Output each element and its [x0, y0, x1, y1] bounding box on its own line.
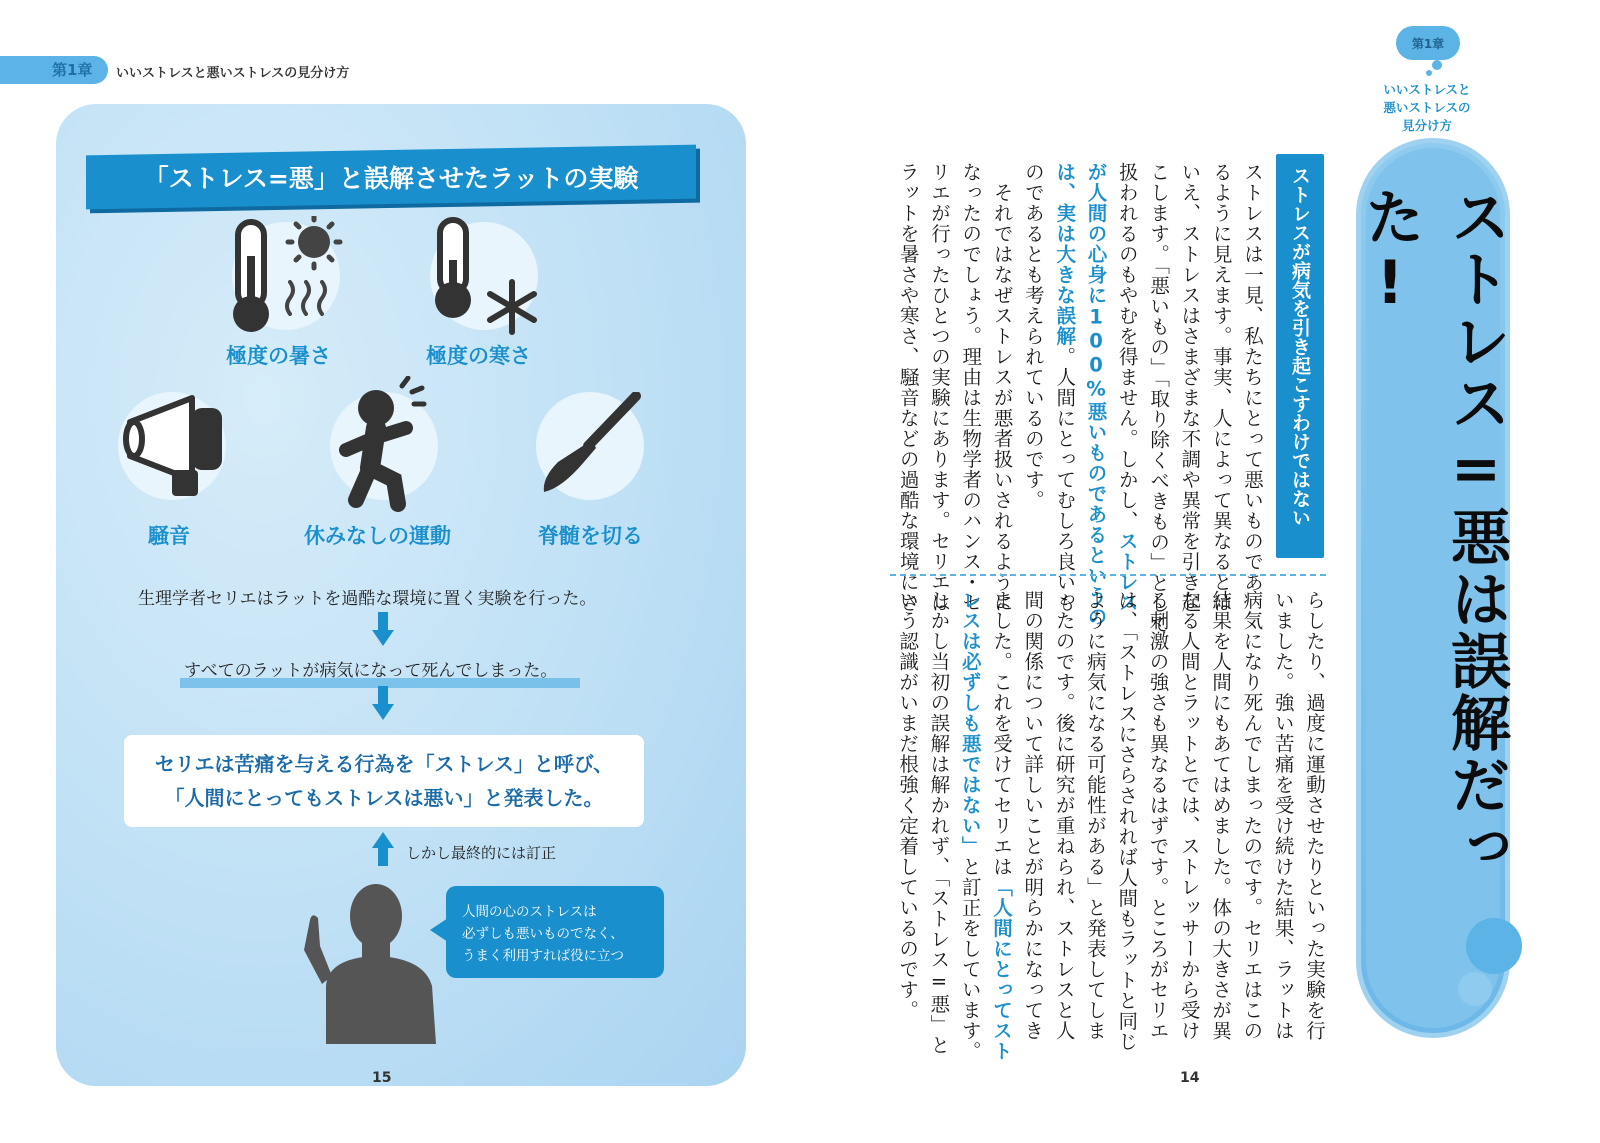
decoration-circle: [1458, 972, 1492, 1006]
chapter-tab-label: 第1章: [52, 61, 93, 79]
body-text: 。人間にとってむしろ良いも: [1053, 346, 1077, 613]
speech-line-1: 人間の心のストレスは: [462, 904, 597, 920]
text-column: [1204, 590, 1236, 1041]
text-column: [923, 162, 955, 613]
highlighted-text: が人間の心身に100%悪いものであるというの: [1084, 162, 1108, 627]
text-column: [954, 162, 986, 613]
bubble-dot: [1432, 60, 1442, 70]
arrow-down-icon: [372, 686, 394, 722]
condition-label-spinal: 脊髄を切る: [538, 524, 643, 548]
text-column: [922, 590, 954, 1055]
running-figure-icon: [336, 376, 444, 512]
text-column: [1079, 590, 1111, 1041]
body-text: 間の関係について詳しいことが明らかになってき: [1021, 590, 1045, 1041]
body-text: しかし当初の誤解は解かれず、「ストレス=悪」と: [927, 590, 951, 1056]
condition-label-exercise: 休みなしの運動: [304, 524, 451, 548]
body-text: いました。強い苦痛を受け続けた結果、ラットは: [1271, 590, 1295, 1041]
text-column: [1235, 590, 1267, 1041]
megaphone-icon: [120, 392, 232, 500]
scalpel-icon: [536, 392, 648, 500]
body-text: は、「ストレスにさらされれば人間もラットと同じ: [1115, 590, 1139, 1052]
body-text: こします。「悪いもの」「取り除くべきもの」として: [1147, 162, 1171, 635]
highlighted-text: レスは必ずしも悪ではない」: [958, 590, 982, 857]
text-column: [1110, 590, 1142, 1052]
body-text: のであるとも考えられているのです。: [1021, 162, 1045, 511]
bubble-dot: [1426, 70, 1432, 76]
subheading: ストレスが病気を引き起こすわけではない: [1289, 166, 1311, 527]
highlighted-text: は、実は大きな誤解: [1053, 162, 1077, 347]
body-text: ました。これを受けてセリエは: [990, 590, 1013, 877]
text-column: [1173, 162, 1205, 613]
body-text: 結果を人間にもあてはめました。体の大きさが異: [1209, 590, 1233, 1041]
text-column: [954, 590, 986, 1062]
text-column: [1016, 590, 1048, 1041]
page-number-right: 14: [1180, 1070, 1200, 1086]
body-text: いう認識がいまだ根強く定着しているのです。: [896, 590, 920, 1021]
body-text: ラットを暑さや寒さ、騒音などの過酷な環境にさ: [896, 162, 920, 613]
text-column: [891, 590, 923, 1021]
text-column: [1048, 162, 1080, 613]
speech-line-2: 必ずしも悪いものでなく、: [462, 926, 624, 942]
body-text: 扱われるのもやむを得ません。しかし、: [1115, 162, 1139, 531]
body-text: ったのです。後に研究が重ねられ、ストレスと人: [1052, 590, 1076, 1041]
body-text: ように病気になる可能性がある」と発表してしま: [1083, 590, 1107, 1041]
condition-label-heat: 極度の暑さ: [226, 344, 331, 368]
speech-line-3: うまく利用すれば役に立つ: [462, 948, 624, 964]
text-column: [1142, 590, 1174, 1041]
text-column: [1080, 162, 1112, 627]
text-column: [985, 590, 1017, 1062]
decoration-circle: [1466, 918, 1522, 974]
body-text: いえ、ストレスはさまざまな不調や異常を引き起: [1178, 162, 1202, 613]
body-text: リエが行ったひとつの実験にあります。セリエは: [928, 162, 951, 613]
condition-label-cold: 極度の寒さ: [426, 344, 531, 368]
text-column: [1111, 162, 1143, 613]
body-text: なる人間とラットとでは、ストレッサーから受け: [1177, 590, 1201, 1041]
highlighted-text: 「人間にとってスト: [990, 877, 1013, 1062]
scientist-silhouette-icon: [292, 876, 442, 1044]
text-column: [1142, 162, 1174, 635]
text-column: [986, 162, 1018, 613]
experiment-step-2: すべてのラットが病気になって死んでしまった。: [184, 661, 558, 681]
text-column: [1173, 590, 1205, 1041]
correction-note: しかし最終的には訂正: [406, 844, 557, 862]
thermometer-snowflake-icon: [430, 216, 550, 336]
result-line-2: 「人間にとってもストレスは悪い」と発表した。: [164, 786, 604, 810]
text-column: [1048, 590, 1080, 1041]
chapter-title-line-1: いいストレスと: [1383, 82, 1471, 97]
body-text: と訂正をしています。: [958, 856, 982, 1062]
thermometer-sun-icon: [228, 216, 348, 336]
chapter-title-line-2: 悪いストレスの: [1383, 100, 1471, 115]
body-text: らしたり、過度に運動させたりといった実験を行: [1303, 590, 1326, 1041]
body-text: ストレスは一見、私たちにとって悪いものであ: [1241, 162, 1264, 593]
chapter-title-line-3: 見分け方: [1401, 118, 1452, 133]
result-line-1: セリエは苦痛を与える行為を「ストレス」と呼び、: [154, 752, 614, 776]
text-column: [1236, 162, 1268, 593]
arrow-up-icon: [372, 832, 394, 866]
diagram-title: 「ストレス=悪」と誤解させたラットの実験: [143, 164, 639, 193]
body-text: 病気になり死んでしまったのです。セリエはこの: [1240, 590, 1264, 1041]
experiment-step-1: 生理学者セリエはラットを過酷な環境に置く実験を行った。: [138, 589, 597, 609]
body-text: る刺激の強さも異なるはずです。ところがセリエ: [1146, 590, 1170, 1041]
arrow-down-icon: [372, 612, 394, 648]
body-text: るように見えます。事実、人によって異なるとは: [1209, 162, 1233, 613]
chapter-badge-label: 第1章: [1411, 36, 1445, 51]
column-divider: [890, 574, 1326, 576]
text-column: [1205, 162, 1237, 613]
text-column: [1017, 162, 1049, 511]
condition-label-noise: 騒音: [148, 524, 190, 548]
body-text: それではなぜストレスが悪者扱いされるように: [990, 162, 1014, 613]
highlighted-text: ストレス: [1115, 531, 1139, 613]
page-number-left: 15: [372, 1070, 392, 1086]
text-column: [1298, 590, 1330, 1041]
text-column: [1267, 590, 1299, 1041]
text-column: [892, 162, 924, 613]
running-header: いいストレスと悪いストレスの見分け方: [116, 66, 350, 81]
main-title: ストレス=悪は誤解だった!: [1355, 186, 1511, 878]
body-text: なったのでしょう。理由は生物学者のハンス・セ: [959, 162, 983, 613]
